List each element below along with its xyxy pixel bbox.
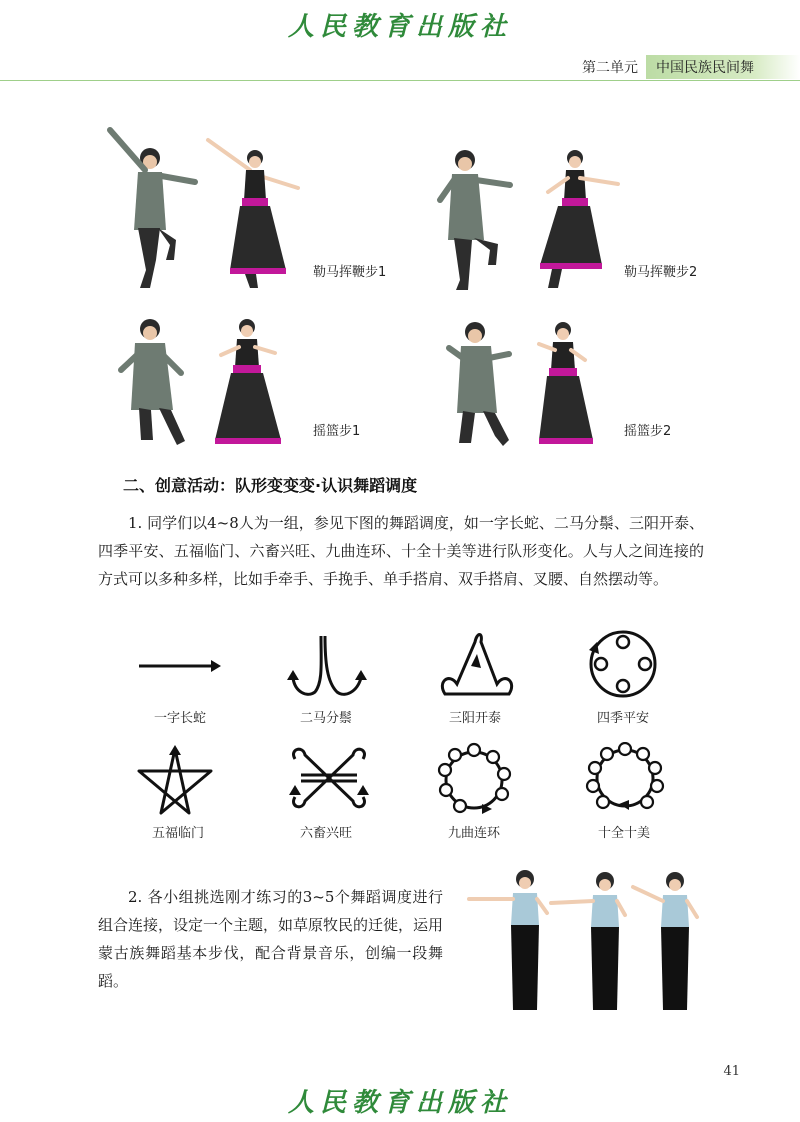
publisher-logo: 人民教育出版社 (287, 12, 512, 42)
header-rule (0, 80, 800, 81)
publisher-logo-footer: 人民教育出版社 (287, 1088, 512, 1118)
triple-loop-icon (435, 632, 520, 700)
circle-nine-loops-icon (436, 742, 512, 818)
section-title: 二、创意活动：队形变变变·认识舞蹈调度 (123, 476, 418, 495)
formation-label-8: 十全十美 (597, 826, 650, 841)
unit-title: 中国民族民间舞 (646, 55, 800, 79)
photo-caption-2: 勒马挥鞭步2 (624, 265, 698, 280)
formation-label-6: 六畜兴旺 (299, 826, 352, 841)
dance-photo-4 (445, 318, 615, 456)
photo-caption-1: 勒马挥鞭步1 (313, 265, 387, 280)
straight-arrow-icon (135, 652, 225, 682)
formation-label-7: 九曲连环 (447, 826, 500, 841)
activity-paragraph-2: 2. 各小组挑选刚才练习的3~5个舞蹈调度进行组合连接，设定一个主题，如草原牧民的迁徙，运用蒙古族舞蹈基本步伐，配合背景音乐，创编一段舞蹈。 (98, 888, 444, 990)
circle-ten-loops-icon (585, 742, 665, 816)
formation-label-1: 一字长蛇 (153, 711, 206, 726)
activity-paragraph-1: 1. 同学们以4~8人为一组，参见下图的舞蹈调度，如一字长蛇、二马分鬃、三阳开泰、四季平安、五福临门、六畜兴旺、九曲连环、十全十美等进行队形变化。人与人之间连接的方式可以多种多样，比如手牵手、手挽手、单手搭肩、双手搭肩、叉腰、自然摆动等。 (98, 514, 704, 588)
dance-photo-3 (115, 315, 295, 455)
page-number: 41 (723, 1064, 740, 1079)
unit-header (582, 56, 800, 78)
dance-photo-1 (100, 120, 310, 295)
star-path-icon (135, 745, 215, 817)
formation-label-5: 五福临门 (151, 826, 204, 841)
photo-caption-3: 摇篮步1 (313, 424, 361, 439)
formation-label-2: 二马分鬃 (299, 711, 352, 726)
circle-four-loops-icon (585, 628, 661, 700)
photo-caption-4: 摇篮步2 (624, 424, 672, 439)
formation-label-4: 四季平安 (596, 711, 649, 726)
students-dance-photo (465, 865, 710, 1025)
formation-label-3: 三阳开泰 (448, 711, 501, 726)
dance-photo-2 (430, 140, 620, 295)
cross-loops-icon (287, 745, 371, 815)
unit-label: 第二单元 (582, 60, 638, 76)
split-curve-icon (285, 632, 370, 700)
